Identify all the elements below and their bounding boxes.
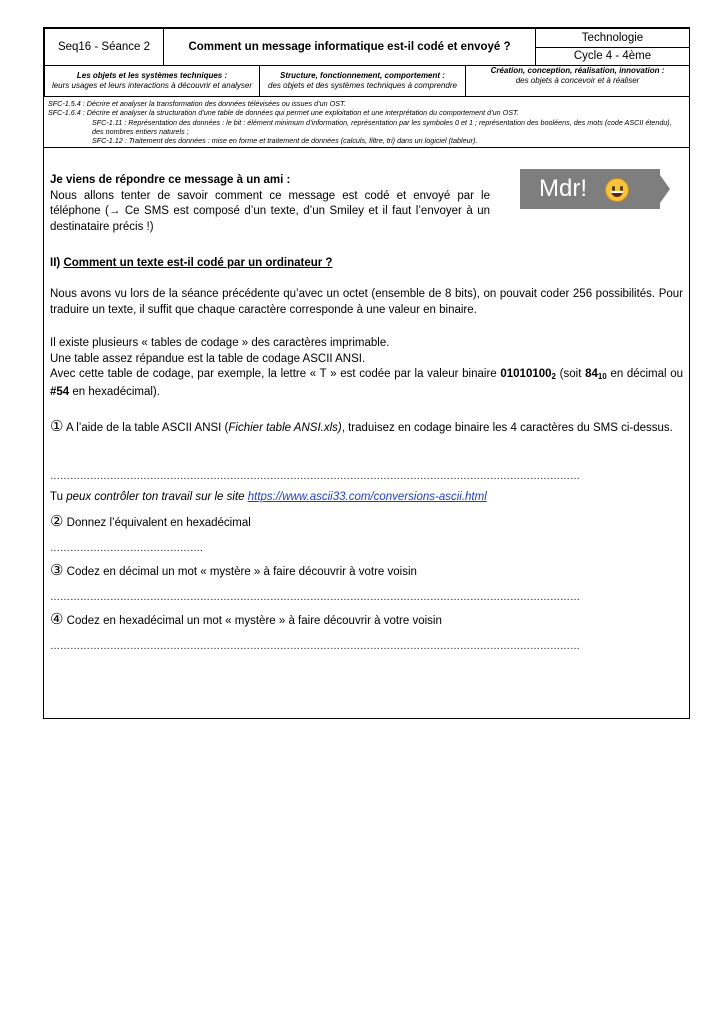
intro-text-part: Nous allons tenter de savoir comment ce message est codé et envoyé par le téléphone (: [50, 189, 490, 217]
section-heading: [50, 256, 683, 272]
binary-value: 01010100: [500, 368, 552, 380]
answer-line: ……………………………………………………………………………………………………………………………………………: [50, 471, 580, 482]
competency-line: SFC-1.5.4 : Décrire et analyser la transformation des données télévisées ou issues d’un OST.: [48, 99, 346, 108]
check-line: [50, 490, 683, 506]
paragraph-1: Nous avons vu lors de la séance précédente qu’avec un octet (ensemble de 8 bits), on pouvait coder 256 possibilités. Pour traduire un texte, il suffit que chaque caractère corresponde à une valeur en binaire.: [50, 288, 683, 316]
section-number: II): [50, 257, 61, 269]
competencies-block: [44, 97, 689, 148]
theme-desc: des objets à concevoir et à réaliser: [515, 76, 640, 85]
competency-line: SFC-1.12 : Traitement des données : mise en forme et traitement de données (calculs, filtre, tri) dans un logiciel (tableur).: [92, 136, 478, 146]
theme-cell: [45, 66, 260, 97]
paragraph-line: [50, 367, 683, 400]
number-2-icon: ②: [50, 513, 64, 530]
intro-title: Je viens de répondre ce message à un ami :: [50, 174, 291, 186]
themes-table: [44, 65, 690, 97]
text-part: en décimal ou: [606, 368, 683, 380]
level-label: Cycle 4 - 4ème: [536, 47, 690, 66]
paragraph-line: Une table assez répandue est la table de codage ASCII ANSI.: [50, 352, 366, 365]
paragraph-line: Il existe plusieurs « tables de codage » des caractères imprimable.: [50, 337, 390, 349]
text-part: (soit: [555, 368, 586, 380]
sms-bubble-tail: [660, 175, 670, 203]
intro-text: [50, 189, 490, 236]
theme-title: Structure, fonctionnement, comportement :: [280, 71, 445, 80]
theme-cell: [466, 66, 690, 97]
hex-value: #54: [50, 385, 70, 398]
question-1: [50, 415, 683, 440]
competency-line: SFC-1.6.4 : Décrire et analyser la structuration d’une table de données qui permet une exploitation et une interprétation du comportement d’un OST.: [48, 108, 519, 118]
sequence-label: Seq16 - Séance 2: [45, 29, 164, 66]
answer-line: ……………………………………………………………………………………………………………………………………………: [50, 641, 580, 652]
number-4-icon: ④: [50, 611, 64, 628]
check-text: peux contrôler ton travail sur le site: [66, 491, 248, 503]
answer-line: ……………………………………….: [50, 543, 203, 554]
ascii-website-link[interactable]: https://www.ascii33.com/conversions-ascii.html: [247, 491, 487, 503]
subject-label: Technologie: [536, 29, 690, 48]
number-3-icon: ③: [50, 562, 64, 579]
arrow-right-icon: →: [108, 205, 121, 217]
file-reference: Fichier table ANSI.xls): [228, 422, 342, 434]
theme-cell: [260, 66, 466, 97]
question-text: Donnez l’équivalent en hexadécimal: [63, 517, 251, 529]
intro-section: [50, 173, 683, 235]
intro-text-part: Ce SMS est composé d’un texte, d’un Smiley et il faut l’envoyer à un destinataire précis !): [50, 205, 490, 233]
sms-text: Mdr!: [539, 175, 587, 202]
theme-title: Création, conception, réalisation, innovation :: [490, 66, 665, 75]
question-text: Codez en hexadécimal un mot « mystère » à faire découvrir à votre voisin: [63, 615, 442, 627]
text-part: Avec cette table de codage, par exemple, la lettre « T » est codée par la valeur binaire: [50, 368, 501, 380]
base-subscript: 10: [597, 372, 607, 381]
sms-bubble: [520, 169, 670, 209]
check-text: Tu: [50, 491, 67, 503]
worksheet-frame: [43, 27, 690, 719]
theme-desc: leurs usages et leurs interactions à découvrir et analyser: [51, 81, 253, 90]
question-text: Codez en décimal un mot « mystère » à faire découvrir à votre voisin: [63, 566, 417, 578]
question-3: [50, 563, 683, 581]
competency-line: SFC-1.11 : Représentation des données : le bit : élément minimum d’information, représentation par les symboles 0 et 1 ; représentation des booléens, des mots (code ASCII étendu), des nombres entiers naturels ;: [92, 117, 672, 136]
question-text: A l’aide de la table ASCII ANSI (: [63, 422, 229, 434]
theme-desc: des objets et des systèmes techniques à comprendre: [268, 81, 457, 90]
header-table: [44, 28, 690, 66]
question-2: [50, 514, 683, 532]
paragraph-2: [50, 336, 683, 400]
page-title: Comment un message informatique est-il codé et envoyé ?: [164, 29, 536, 66]
base-subscript: 2: [551, 372, 556, 381]
text-part: en hexadécimal).: [69, 385, 160, 398]
number-1-icon: ①: [50, 418, 64, 435]
grinning-smiley-icon: [605, 178, 629, 202]
smiley-mouth: [611, 191, 623, 197]
question-text: , traduisez en codage binaire les 4 caractères du SMS ci-dessus.: [341, 422, 673, 434]
answer-line: ……………………………………………………………………………………………………………………………………………: [50, 592, 580, 603]
decimal-value: 84: [585, 368, 598, 380]
section-title: Comment un texte est-il codé par un ordinateur ?: [63, 257, 333, 269]
question-4: [50, 612, 683, 630]
theme-title: Les objets et les systèmes techniques :: [76, 71, 228, 80]
